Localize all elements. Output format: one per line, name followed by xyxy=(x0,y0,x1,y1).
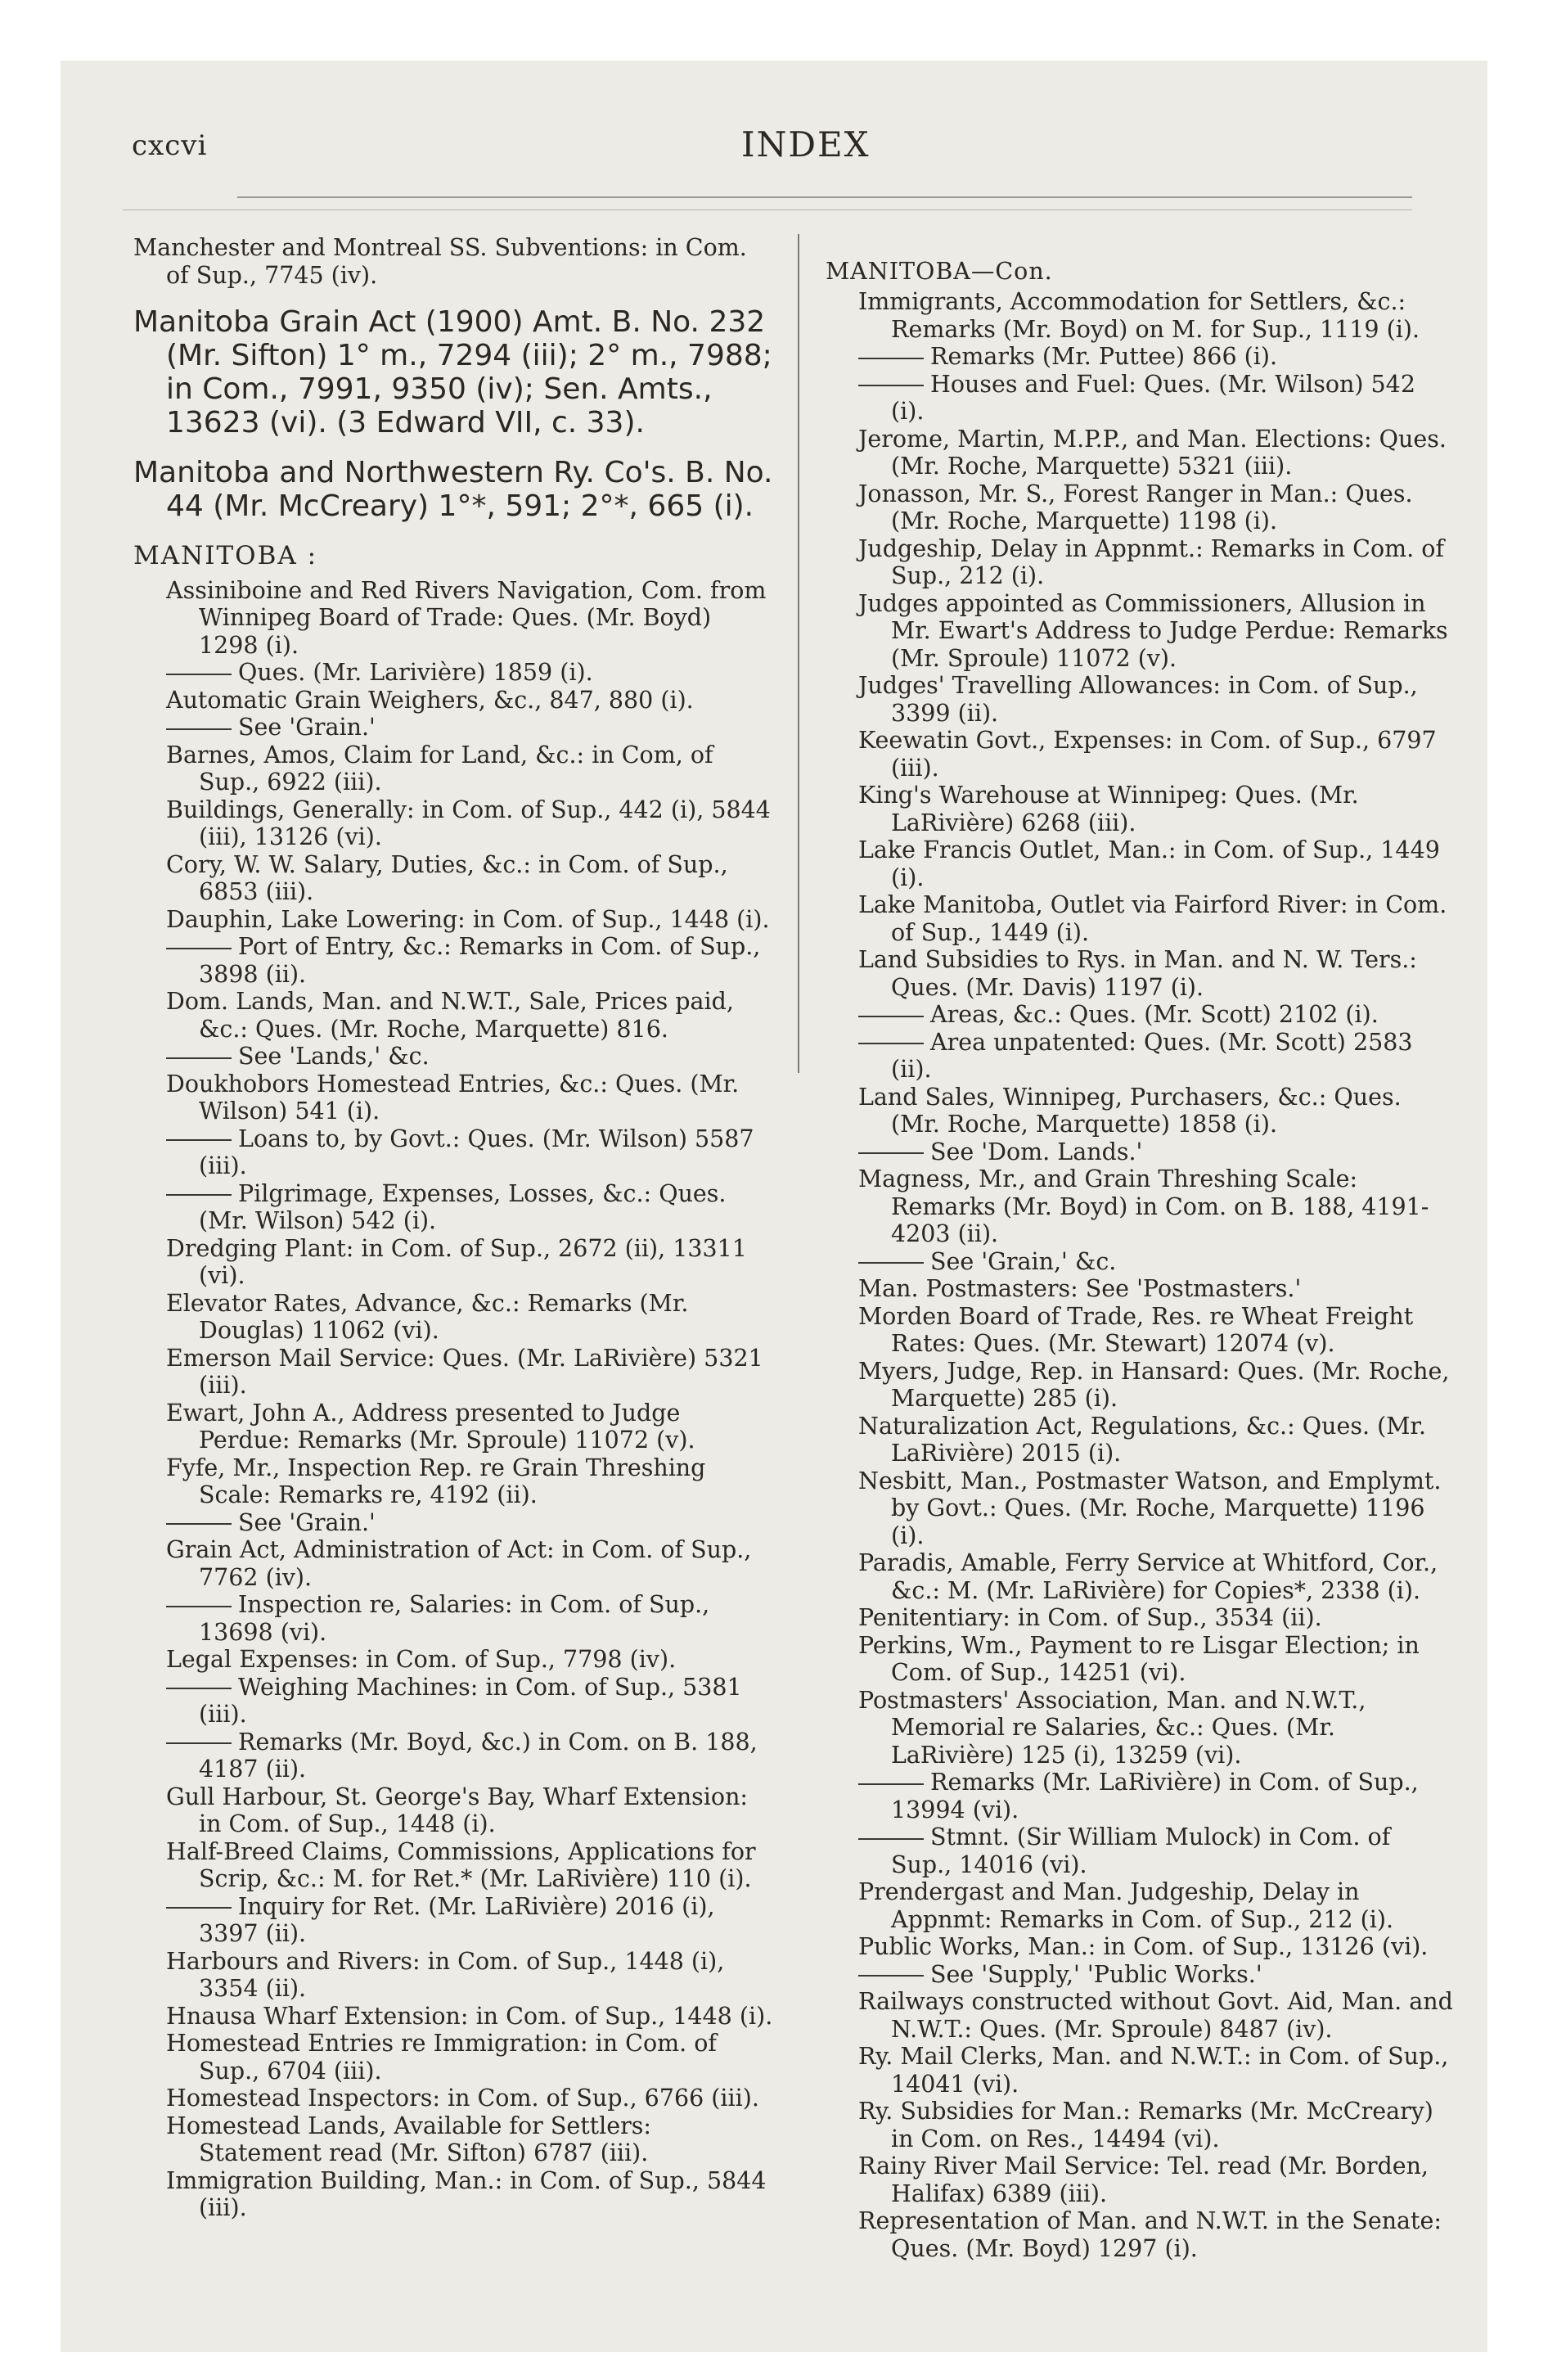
entry-text: Half-Breed Claims, Commissions, Applications for Scrip, &c.: M. for Ret.* (Mr. LaRivière) 110 (i). xyxy=(166,1837,756,1892)
index-subentry xyxy=(826,1001,1456,1029)
entry-text: Ry. Subsidies for Man.: Remarks (Mr. McCreary) in Com. on Res., 14494 (vi). xyxy=(858,2098,1433,2152)
ditto-dash xyxy=(858,1016,924,1017)
index-subentry xyxy=(826,371,1456,426)
entry-text: Cory, W. W. Salary, Duties, &c.: in Com. of Sup., 6853 (iii). xyxy=(166,850,728,905)
index-subentry xyxy=(826,1769,1456,1823)
entry-text: Myers, Judge, Rep. in Hansard: Ques. (Mr. Roche, Marquette) 285 (i). xyxy=(858,1357,1450,1412)
index-section-heading xyxy=(133,543,776,570)
entry-text: Rainy River Mail Service: Tel. read (Mr. Borden, Halifax) 6389 (iii). xyxy=(858,2152,1429,2207)
index-entry xyxy=(826,782,1456,836)
index-entry xyxy=(133,988,776,1043)
index-subentry xyxy=(826,343,1456,371)
entry-text: Public Works, Man.: in Com. of Sup., 13126 (vi). xyxy=(858,1933,1429,1960)
entry-text: Naturalization Act, Regulations, &c.: Ques. (Mr. LaRivière) 2015 (i). xyxy=(858,1412,1426,1467)
entry-text: Inquiry for Ret. (Mr. LaRivière) 2016 (i), 3397 (ii). xyxy=(199,1892,715,1947)
index-subentry xyxy=(826,1138,1456,1166)
entry-text: MANITOBA : xyxy=(133,541,318,570)
entry-text: Gull Harbour, St. George's Bay, Wharf Extension: in Com. of Sup., 1448 (i). xyxy=(166,1783,749,1837)
entry-text: Morden Board of Trade, Res. re Wheat Freight Rates: Ques. (Mr. Stewart) 12074 (v). xyxy=(858,1302,1414,1357)
page-number: cxcvi xyxy=(132,129,208,162)
entry-text: Immigration Building, Man.: in Com. of Sup., 5844 (iii). xyxy=(166,2166,767,2221)
index-entry-heading xyxy=(133,305,776,439)
index-entry xyxy=(826,590,1456,673)
index-column-right xyxy=(826,234,1456,2262)
index-subentry xyxy=(133,1591,776,1646)
running-head: INDEX xyxy=(741,124,871,165)
index-column-left xyxy=(133,234,776,2222)
index-subentry xyxy=(133,1674,776,1729)
entry-text: See 'Grain.' xyxy=(238,714,376,741)
index-continued-heading xyxy=(826,258,1456,286)
entry-text: Remarks (Mr. Puttee) 866 (i). xyxy=(930,343,1278,370)
ditto-dash xyxy=(166,1194,232,1196)
index-subentry xyxy=(826,1248,1456,1276)
entry-text: Buildings, Generally: in Com. of Sup., 442 (i), 5844 (iii), 13126 (vi). xyxy=(166,796,771,850)
index-entry xyxy=(826,426,1456,480)
index-entry xyxy=(133,1948,776,2003)
index-entry xyxy=(133,1454,776,1509)
index-entry xyxy=(133,1345,776,1400)
index-entry xyxy=(133,1400,776,1454)
index-entry xyxy=(133,741,776,796)
index-entry xyxy=(133,1646,776,1674)
entry-text: Magness, Mr., and Grain Threshing Scale: Remarks (Mr. Boyd) in Com. on B. 188, 4191-4203 (ii). xyxy=(858,1165,1429,1247)
index-entry xyxy=(133,2112,776,2167)
index-entry xyxy=(826,2098,1456,2152)
entry-text: Prendergast and Man. Judgeship, Delay in Appnmt: Remarks in Com. of Sup., 212 (i). xyxy=(858,1878,1394,1933)
ditto-dash xyxy=(166,1907,232,1909)
index-subentry xyxy=(133,714,776,741)
entry-text: Postmasters' Association, Man. and N.W.T., Memorial re Salaries, &c.: Ques. (Mr. LaRivière) 125 (i), 13259 (vi). xyxy=(858,1686,1366,1769)
index-entry xyxy=(826,2152,1456,2207)
entry-text: Manchester and Montreal SS. Subventions: in Com. of Sup., 7745 (iv). xyxy=(133,234,747,289)
index-entry xyxy=(133,1071,776,1125)
index-subentry xyxy=(133,933,776,988)
entry-text: Port of Entry, &c.: Remarks in Com. of Sup., 3898 (ii). xyxy=(199,933,761,988)
entry-text: Ques. (Mr. Larivière) 1859 (i). xyxy=(238,659,593,686)
entry-text: King's Warehouse at Winnipeg: Ques. (Mr. LaRivière) 6268 (iii). xyxy=(858,782,1359,836)
index-entry-heading xyxy=(133,456,776,523)
entry-text: Area unpatented: Ques. (Mr. Scott) 2583 (ii). xyxy=(891,1028,1413,1083)
index-entry xyxy=(826,1467,1456,1550)
entry-text: Judgeship, Delay in Appnmt.: Remarks in Com. of Sup., 212 (i). xyxy=(858,534,1444,589)
ditto-dash xyxy=(858,358,924,359)
entry-text: See 'Grain,' &c. xyxy=(930,1247,1117,1275)
ditto-dash xyxy=(166,1606,232,1607)
entry-text: Representation of Man. and N.W.T. in the Senate: Ques. (Mr. Boyd) 1297 (i). xyxy=(858,2207,1442,2262)
index-entry xyxy=(133,2167,776,2222)
index-entry xyxy=(826,1988,1456,2043)
index-entry xyxy=(133,687,776,714)
index-entry xyxy=(133,851,776,906)
index-entry xyxy=(133,1536,776,1591)
entry-text: Ewart, John A., Address presented to Judge Perdue: Remarks (Mr. Sproule) 11072 (v). xyxy=(166,1399,695,1454)
index-entry xyxy=(826,672,1456,727)
index-entry xyxy=(826,1878,1456,1933)
entry-text: Dom. Lands, Man. and N.W.T., Sale, Prices paid, &c.: Ques. (Mr. Roche, Marquette) 816. xyxy=(166,988,734,1043)
entry-text: Barnes, Amos, Claim for Land, &c.: in Com, of Sup., 6922 (iii). xyxy=(166,741,713,796)
index-entry xyxy=(133,796,776,851)
entry-text: Immigrants, Accommodation for Settlers, &c.: Remarks (Mr. Boyd) on M. for Sup., 1119 (i). xyxy=(858,288,1420,343)
entry-text: Jonasson, Mr. S., Forest Ranger in Man.: Ques. (Mr. Roche, Marquette) 1198 (i). xyxy=(858,480,1413,534)
entry-text: Penitentiary: in Com. of Sup., 3534 (ii). xyxy=(858,1604,1322,1631)
ditto-dash xyxy=(858,1975,924,1977)
index-entry xyxy=(826,891,1456,946)
entry-text: Harbours and Rivers: in Com. of Sup., 1448 (i), 3354 (ii). xyxy=(166,1947,725,2002)
entry-text: Homestead Lands, Available for Settlers: Statement read (Mr. Sifton) 6787 (iii). xyxy=(166,2112,651,2166)
entry-text: See 'Supply,' 'Public Works.' xyxy=(930,1960,1262,1988)
ditto-dash xyxy=(858,1043,924,1044)
index-subentry xyxy=(133,659,776,687)
index-subentry xyxy=(826,1961,1456,1989)
entry-text: Remarks (Mr. LaRivière) in Com. of Sup., 13994 (vi). xyxy=(891,1769,1419,1823)
entry-text: Fyfe, Mr., Inspection Rep. re Grain Threshing Scale: Remarks re, 4192 (ii). xyxy=(166,1454,706,1508)
header-rule xyxy=(237,196,1412,198)
entry-text: MANITOBA—Con. xyxy=(826,257,1053,285)
index-subentry xyxy=(133,1043,776,1071)
ditto-dash xyxy=(166,948,232,949)
ditto-dash xyxy=(166,1688,232,1689)
ditto-dash xyxy=(166,1523,232,1525)
index-entry xyxy=(826,836,1456,891)
index-entry xyxy=(826,2207,1456,2262)
entry-text: Weighing Machines: in Com. of Sup., 5381 (iii). xyxy=(199,1673,742,1728)
index-entry xyxy=(826,1933,1456,1961)
index-subentry xyxy=(133,1893,776,1948)
index-entry xyxy=(826,1165,1456,1248)
index-subentry xyxy=(133,1180,776,1235)
entry-text: Land Subsidies to Rys. in Man. and N. W. Ters.: Ques. (Mr. Davis) 1197 (i). xyxy=(858,946,1417,1001)
index-entry xyxy=(826,1358,1456,1413)
ditto-dash xyxy=(166,674,232,675)
index-entry xyxy=(826,535,1456,590)
index-entry xyxy=(133,577,776,660)
index-entry xyxy=(133,2003,776,2031)
index-entry xyxy=(826,1413,1456,1467)
entry-text: Areas, &c.: Ques. (Mr. Scott) 2102 (i). xyxy=(930,1001,1379,1028)
entry-text: Stmnt. (Sir William Mulock) in Com. of Sup., 14016 (vi). xyxy=(891,1823,1391,1878)
index-subentry xyxy=(133,1509,776,1537)
ditto-dash xyxy=(858,1783,924,1785)
entry-text: Inspection re, Salaries: in Com. of Sup., 13698 (vi). xyxy=(199,1591,710,1646)
entry-text: Judges appointed as Commissioners, Allusion in Mr. Ewart's Address to Judge Perdue: Remarks (Mr. Sproule) 11072 (v). xyxy=(858,589,1448,672)
entry-text: Jerome, Martin, M.P.P., and Man. Elections: Ques. (Mr. Roche, Marquette) 5321 (iii). xyxy=(858,425,1447,480)
entry-text: Elevator Rates, Advance, &c.: Remarks (Mr. Douglas) 11062 (vi). xyxy=(166,1289,689,1344)
entry-text: Manitoba Grain Act (1900) Amt. B. No. 232 (Mr. Sifton) 1° m., 7294 (iii); 2° m., 7988; in Com., 7991, 9350 (iv); Sen. Amts., 13623 (vi). (3 Edward VII, c. 33). xyxy=(133,305,772,439)
index-entry xyxy=(826,1549,1456,1604)
index-entry xyxy=(133,1290,776,1345)
index-entry xyxy=(826,1303,1456,1358)
index-entry xyxy=(826,1604,1456,1632)
entry-text: See 'Lands,' &c. xyxy=(238,1043,430,1070)
ditto-dash xyxy=(858,1838,924,1840)
index-entry xyxy=(133,906,776,934)
entry-text: Emerson Mail Service: Ques. (Mr. LaRivière) 5321 (iii). xyxy=(166,1344,763,1399)
index-entry xyxy=(826,2043,1456,2098)
index-entry xyxy=(133,1838,776,1893)
entry-text: Ry. Mail Clerks, Man. and N.W.T.: in Com. of Sup., 14041 (vi). xyxy=(858,2043,1449,2098)
entry-text: Land Sales, Winnipeg, Purchasers, &c.: Ques. (Mr. Roche, Marquette) 1858 (i). xyxy=(858,1083,1402,1138)
ditto-dash xyxy=(166,1742,232,1744)
entry-text: Assiniboine and Red Rivers Navigation, Com. from Winnipeg Board of Trade: Ques. (Mr. Boyd) 1298 (i). xyxy=(166,576,767,659)
index-entry xyxy=(133,2030,776,2085)
entry-text: Legal Expenses: in Com. of Sup., 7798 (iv). xyxy=(166,1646,677,1673)
entry-text: Automatic Grain Weighers, &c., 847, 880 (i). xyxy=(166,686,694,714)
index-entry xyxy=(826,727,1456,782)
entry-text: Man. Postmasters: See 'Postmasters.' xyxy=(858,1275,1302,1302)
entry-text: Houses and Fuel: Ques. (Mr. Wilson) 542 (i). xyxy=(891,370,1415,425)
entry-text: Nesbitt, Man., Postmaster Watson, and Emplymt. by Govt.: Ques. (Mr. Roche, Marquette) 1196 (i). xyxy=(858,1467,1442,1549)
ditto-dash xyxy=(166,1057,232,1059)
index-entry xyxy=(826,1632,1456,1687)
entry-text: Keewatin Govt., Expenses: in Com. of Sup., 6797 (iii). xyxy=(858,727,1437,782)
ditto-dash xyxy=(858,1152,924,1154)
index-subentry xyxy=(133,1729,776,1783)
ditto-dash xyxy=(166,1139,232,1141)
entry-text: Lake Manitoba, Outlet via Fairford River: in Com. of Sup., 1449 (i). xyxy=(858,891,1447,946)
entry-text: Pilgrimage, Expenses, Losses, &c.: Ques. (Mr. Wilson) 542 (i). xyxy=(199,1179,727,1234)
entry-text: Judges' Travelling Allowances: in Com. of Sup., 3399 (ii). xyxy=(858,672,1418,727)
index-subentry xyxy=(826,1029,1456,1084)
index-entry xyxy=(826,1687,1456,1769)
column-divider xyxy=(798,234,799,1073)
entry-text: Dredging Plant: in Com. of Sup., 2672 (ii), 13311 (vi). xyxy=(166,1234,747,1289)
index-entry xyxy=(133,1235,776,1290)
entry-text: Hnausa Wharf Extension: in Com. of Sup., 1448 (i). xyxy=(166,2002,773,2030)
entry-text: Paradis, Amable, Ferry Service at Whitford, Cor., &c.: M. (Mr. LaRivière) for Copies*, 2338 (i). xyxy=(858,1549,1438,1604)
entry-text: See 'Grain.' xyxy=(238,1508,376,1536)
index-subentry xyxy=(826,1823,1456,1878)
entry-text: Loans to, by Govt.: Ques. (Mr. Wilson) 5587 (iii). xyxy=(199,1125,754,1179)
index-entry xyxy=(826,1084,1456,1138)
index-entry xyxy=(133,234,776,289)
index-entry xyxy=(826,480,1456,535)
entry-text: Dauphin, Lake Lowering: in Com. of Sup., 1448 (i). xyxy=(166,905,770,933)
index-subentry xyxy=(133,1125,776,1180)
index-entry xyxy=(826,1275,1456,1303)
entry-text: Doukhobors Homestead Entries, &c.: Ques. (Mr. Wilson) 541 (i). xyxy=(166,1070,740,1125)
entry-text: Perkins, Wm., Payment to re Lisgar Election; in Com. of Sup., 14251 (vi). xyxy=(858,1631,1420,1686)
entry-text: Manitoba and Northwestern Ry. Co's. B. No. 44 (Mr. McCreary) 1°*, 591; 2°*, 665 (i). xyxy=(133,456,773,523)
index-entry xyxy=(826,946,1456,1001)
entry-text: Homestead Entries re Immigration: in Com. of Sup., 6704 (iii). xyxy=(166,2030,717,2085)
index-entry xyxy=(133,1783,776,1838)
ditto-dash xyxy=(858,1262,924,1264)
index-entry xyxy=(133,2085,776,2112)
entry-text: Homestead Inspectors: in Com. of Sup., 6766 (iii). xyxy=(166,2085,759,2112)
ditto-dash xyxy=(858,385,924,386)
entry-text: Lake Francis Outlet, Man.: in Com. of Sup., 1449 (i). xyxy=(858,836,1440,891)
entry-text: See 'Dom. Lands.' xyxy=(930,1138,1143,1165)
index-entry xyxy=(826,288,1456,343)
entry-text: Grain Act, Administration of Act: in Com. of Sup., 7762 (iv). xyxy=(166,1536,752,1591)
entry-text: Railways constructed without Govt. Aid, Man. and N.W.T.: Ques. (Mr. Sproule) 8487 (iv). xyxy=(858,1988,1453,2043)
ditto-dash xyxy=(166,728,232,730)
entry-text: Remarks (Mr. Boyd, &c.) in Com. on B. 188, 4187 (ii). xyxy=(199,1728,758,1783)
